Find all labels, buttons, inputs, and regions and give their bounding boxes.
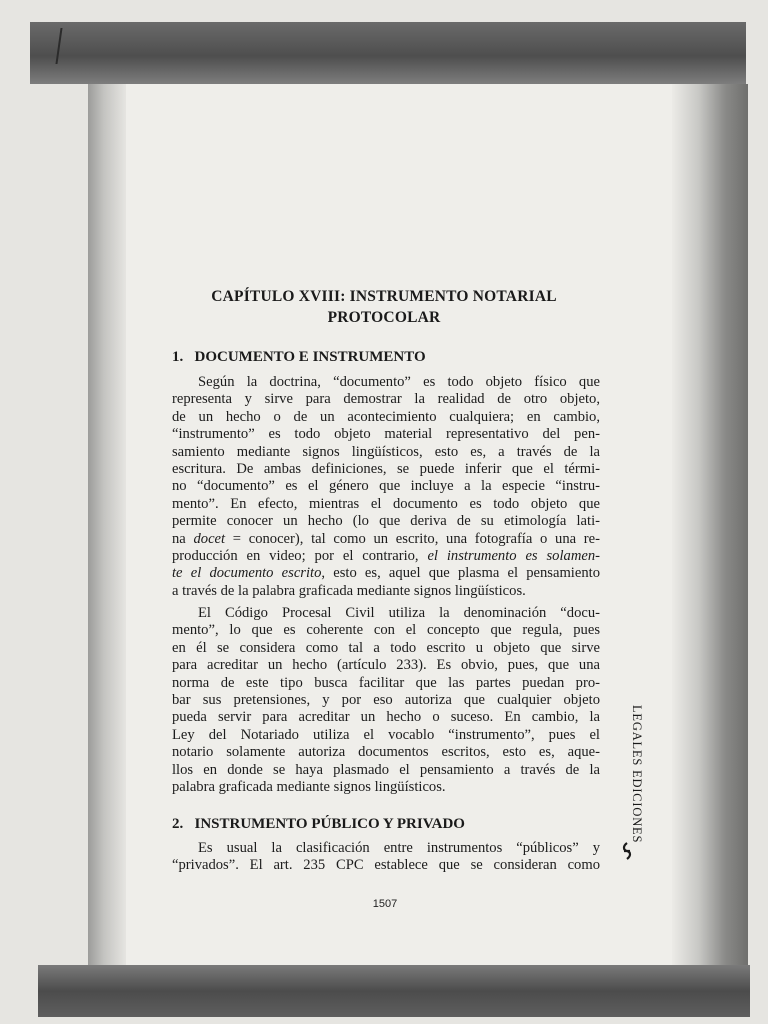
paragraph-1 <box>172 374 600 600</box>
scan-shadow-bottom <box>38 965 750 1017</box>
text-line: Según la doctrina, “documento” es todo objeto físico que <box>198 374 600 390</box>
text-line <box>172 548 600 565</box>
text-line: Es usual la clasificación entre instrumentos “públicos” y <box>198 840 600 856</box>
text-line: norma de este tipo busca facilitar que las partes puedan pro- <box>172 674 600 691</box>
chapter-title-line1: CAPÍTULO XVIII: INSTRUMENTO NOTARIAL <box>211 288 557 305</box>
page-number: 1507 <box>372 898 398 910</box>
text-line: palabra graficada mediante signos lingüísticos. <box>172 779 446 796</box>
text-line: bar sus pretensiones, y por eso autoriza que cualquier objeto <box>172 692 600 709</box>
text-line: llos en donde se haya plasmado el pensamiento a través de la <box>172 761 600 778</box>
text-line <box>172 531 600 548</box>
section-heading-2: 2. INSTRUMENTO PÚBLICO Y PRIVADO <box>172 816 465 832</box>
emphasis-text: el instrumento es solamen- <box>427 548 600 565</box>
section-heading-1: 1. DOCUMENTO E INSTRUMENTO <box>172 349 426 365</box>
publisher-spine-text: LEGALES EDICIONES <box>630 705 644 844</box>
page-gutter-shadow <box>88 84 128 966</box>
text-line: mento”. En efecto, mientras el documento es todo objeto que <box>172 495 600 512</box>
paragraph-2 <box>172 605 600 796</box>
page-edge-shadow <box>672 84 748 966</box>
text-line: no “documento” es el género que incluye a la especie “instru- <box>172 478 600 495</box>
text-line: pueda servir para acreditar un hecho o suceso. En cambio, la <box>172 709 600 726</box>
text-line <box>172 565 600 582</box>
text-line: representa y sirve para demostrar la realidad de otro objeto, <box>172 391 600 408</box>
text-run: producción en video; por el contrario, <box>172 548 428 565</box>
chapter-title-line2: PROTOCOLAR <box>327 309 441 326</box>
text-line: de un hecho o de un acontecimiento cualquiera; en cambio, <box>172 408 600 425</box>
publisher-logo-icon <box>621 842 633 860</box>
text-line: escritura. De ambas definiciones, se puede inferir que el térmi- <box>172 461 600 478</box>
scan-shadow-top <box>30 22 746 84</box>
text-run: = conocer), tal como un escrito, una fotografía o una re- <box>225 530 600 547</box>
text-run: , esto es, aquel que plasma el pensamiento <box>321 565 600 582</box>
text-line: El Código Procesal Civil utiliza la denominación “docu- <box>198 605 600 621</box>
text-line: a través de la palabra graficada mediante signos lingüísticos. <box>172 582 526 599</box>
text-line: en él se considera como tal a todo escrito u objeto que sirve <box>172 639 600 656</box>
text-run: na <box>172 530 194 547</box>
emphasis-text: te el documento escrito <box>172 565 322 582</box>
text-line: samiento mediante signos lingüísticos, esto es, a través de la <box>172 443 600 460</box>
paragraph-3 <box>172 840 600 875</box>
text-line: para acreditar un hecho (artículo 233). Es obvio, pues, que una <box>172 657 600 674</box>
chapter-title <box>172 286 596 328</box>
text-line: mento”, lo que es coherente con el concepto que regula, pues <box>172 622 600 639</box>
text-line: “instrumento” es todo objeto material representativo del pen- <box>172 426 600 443</box>
text-line: Ley del Notariado utiliza el vocablo “instrumento”, pues el <box>172 726 600 743</box>
text-line: “privados”. El art. 235 CPC establece que se consideran como <box>172 857 600 874</box>
latin-term: docet <box>193 530 226 547</box>
text-line: permite conocer un hecho (lo que deriva de su etimología lati- <box>172 513 600 530</box>
text-line: notario solamente autoriza documentos escritos, esto es, aque- <box>172 744 600 761</box>
